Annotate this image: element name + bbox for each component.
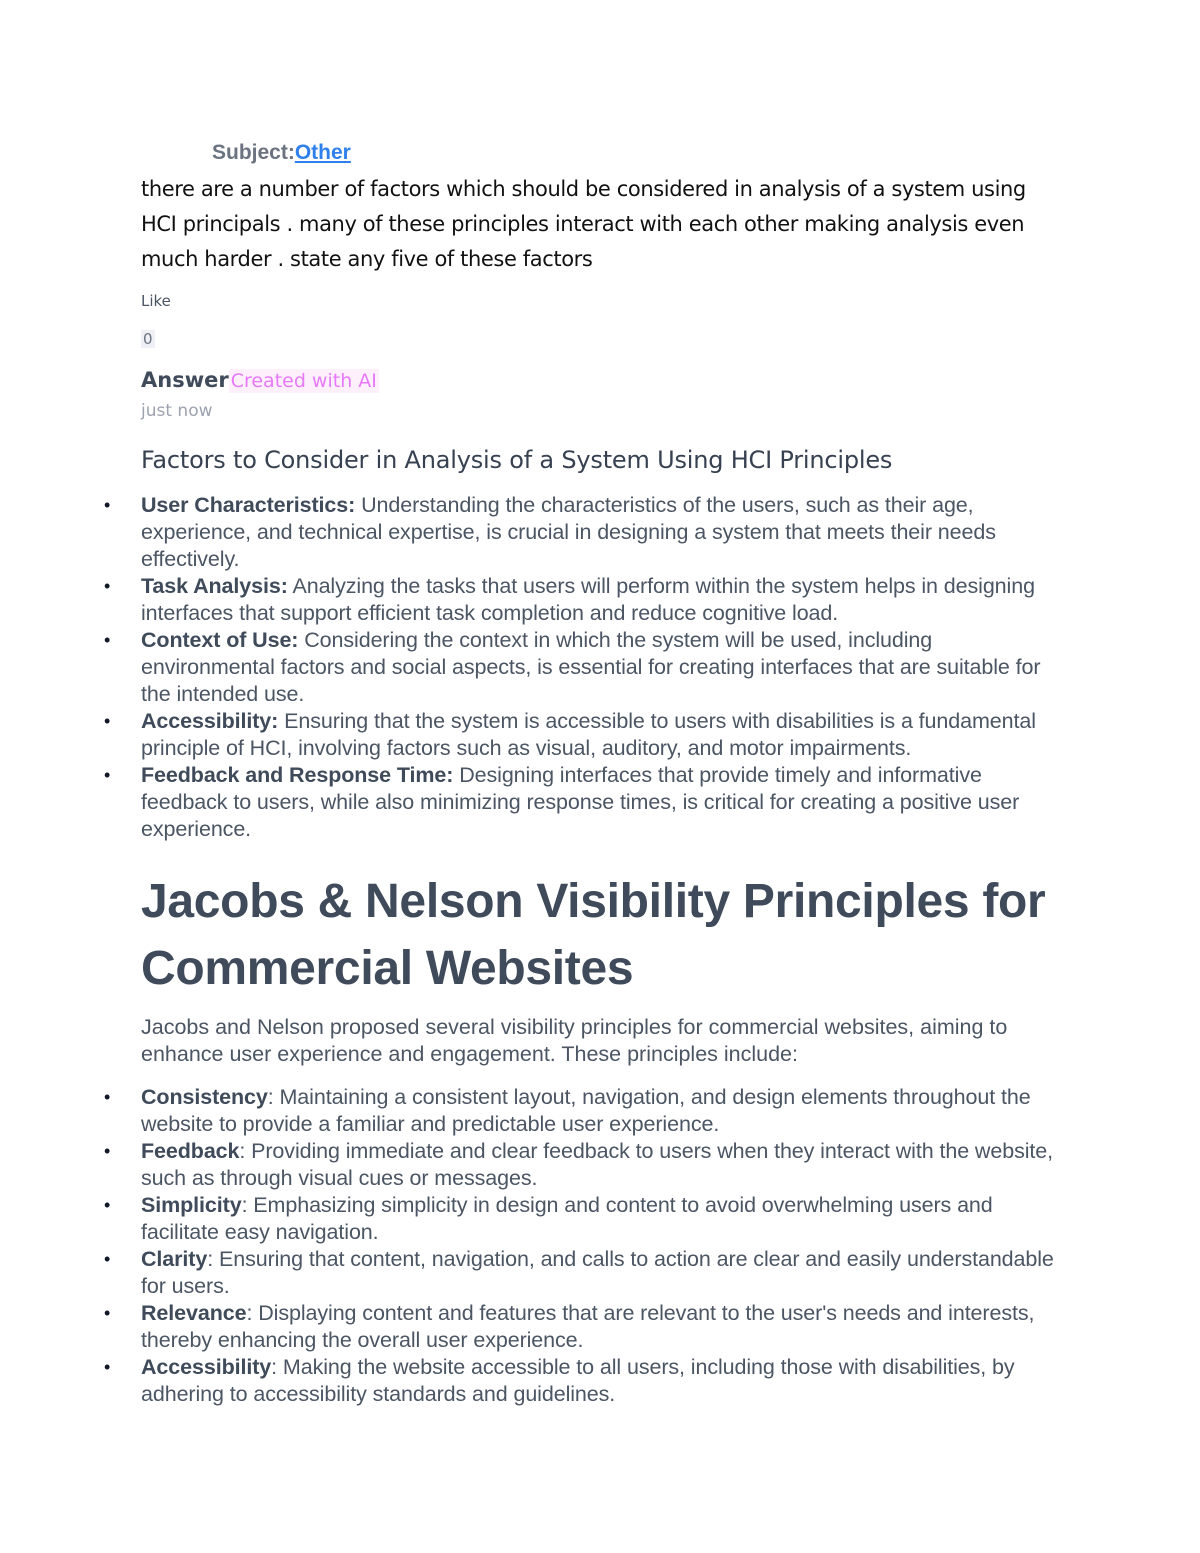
- ai-badge: Created with AI: [230, 370, 377, 392]
- item-term: Feedback and Response Time:: [141, 763, 454, 787]
- bullet-icon: •: [104, 495, 111, 515]
- answer-timestamp: just now: [141, 401, 213, 421]
- item-text: Understanding the characteristics of the users, such as their age, experience, and technical expertise, is crucial in designing a system that meets their needs effectively.: [141, 493, 996, 571]
- list-item: [0, 627, 1061, 708]
- list-item: [0, 492, 1061, 573]
- item-term: Relevance: [141, 1301, 247, 1325]
- item-term: Accessibility:: [141, 709, 279, 733]
- item-text: Ensuring that the system is accessible to users with disabilities is a fundamental principle of HCI, involving factors such as visual, auditory, and motor impairments.: [141, 709, 1036, 760]
- item-text: Considering the context in which the system will be used, including environmental factors and social aspects, is essential for creating interfaces that are suitable for the intended use.: [141, 628, 1041, 706]
- bullet-icon: •: [104, 1249, 111, 1269]
- bullet-icon: •: [104, 576, 111, 596]
- list-item: [0, 1138, 1071, 1192]
- item-text: : Providing immediate and clear feedback to users when they interact with the website, such as through visual cues or messages.: [141, 1139, 1053, 1190]
- bullet-icon: •: [104, 1357, 111, 1377]
- like-count: 0: [143, 330, 153, 348]
- item-text: Designing interfaces that provide timely and informative feedback to users, while also minimizing response times, is critical for creating a positive user experience.: [141, 763, 1020, 841]
- answer-label: Answer: [141, 368, 229, 392]
- bullet-icon: •: [104, 1141, 111, 1161]
- bullet-icon: •: [104, 711, 111, 731]
- item-term: Consistency: [141, 1085, 268, 1109]
- bullet-icon: •: [104, 630, 111, 650]
- item-term: Simplicity: [141, 1193, 242, 1217]
- list-item: [0, 1192, 1071, 1246]
- item-term: Task Analysis:: [141, 574, 288, 598]
- item-term: Accessibility: [141, 1355, 272, 1379]
- answer-header: [141, 368, 379, 392]
- item-term: Context of Use:: [141, 628, 299, 652]
- factor-list: [0, 492, 1100, 843]
- item-text: : Ensuring that content, navigation, and calls to action are clear and easily understandable for users.: [141, 1247, 1054, 1298]
- item-text: : Emphasizing simplicity in design and content to avoid overwhelming users and facilitate easy navigation.: [141, 1193, 993, 1244]
- item-text: : Making the website accessible to all users, including those with disabilities, by adhering to accessibility standards and guidelines.: [141, 1355, 1015, 1406]
- list-item: [0, 762, 1061, 843]
- answer-heading: Factors to Consider in Analysis of a System Using HCI Principles: [141, 446, 893, 474]
- visibility-intro: Jacobs and Nelson proposed several visibility principles for commercial websites, aiming to enhance user experience and engagement. These principles include:: [141, 1015, 1008, 1066]
- visibility-title: Jacobs & Nelson Visibility Principles for Commercial Websites: [141, 875, 1046, 995]
- bullet-icon: •: [104, 1303, 111, 1323]
- item-text: Analyzing the tasks that users will perform within the system helps in designing interfaces that support efficient task completion and reduce cognitive load.: [141, 574, 1035, 625]
- list-item: [0, 1246, 1071, 1300]
- list-item: [0, 1300, 1071, 1354]
- item-term: User Characteristics:: [141, 493, 356, 517]
- list-item: [0, 573, 1061, 627]
- item-text: : Displaying content and features that are relevant to the user's needs and interests, thereby enhancing the overall user experience.: [141, 1301, 1035, 1352]
- list-item: [0, 1084, 1071, 1138]
- bullet-icon: •: [104, 765, 111, 785]
- subject-label: Subject:: [212, 141, 295, 164]
- item-text: : Maintaining a consistent layout, navigation, and design elements throughout the website to provide a familiar and predictable user experience.: [141, 1085, 1031, 1136]
- item-term: Clarity: [141, 1247, 208, 1271]
- principle-list: [0, 1084, 1100, 1408]
- bullet-icon: •: [104, 1195, 111, 1215]
- list-item: [0, 708, 1061, 762]
- like-button[interactable]: Like: [141, 292, 171, 310]
- question-text: there are a number of factors which should be considered in analysis of a system using HCI principals . many of these principles interact with each other making analysis even much harder . state any five of these factors: [141, 177, 1026, 271]
- subject-link[interactable]: Other: [294, 141, 351, 164]
- bullet-icon: •: [104, 1087, 111, 1107]
- list-item: [0, 1354, 1071, 1408]
- item-term: Feedback: [141, 1139, 240, 1163]
- subject-line: [212, 141, 351, 165]
